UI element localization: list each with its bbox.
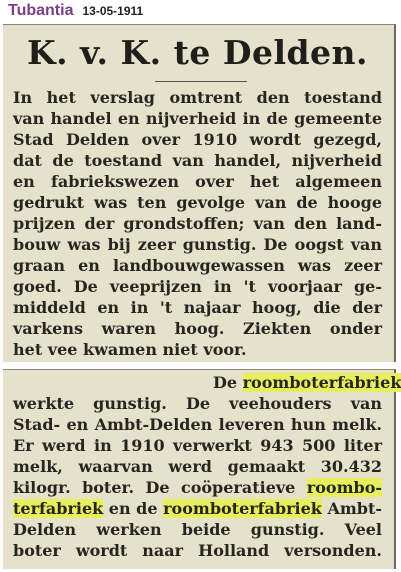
- text-line: het vee kwamen niet voor.: [13, 340, 247, 359]
- text-line: Delden werken beide gunstig. Veel: [13, 520, 382, 539]
- headline-rule: [155, 81, 247, 82]
- highlighted-term: terfabriek: [13, 499, 104, 518]
- article-headline: K. v. K. te Delden.: [26, 33, 369, 72]
- text-line: boter wordt naar Holland versonden.: [13, 541, 382, 560]
- text-line: In het verslag omtrent den toestand: [13, 88, 382, 107]
- article-clipping-top: [3, 24, 396, 362]
- text-line: goed. De veeprijzen in 't voorjaar ge-: [13, 277, 382, 296]
- text-line: Stad- en Ambt-Delden leveren hun melk.: [13, 415, 382, 434]
- highlighted-term: roomboterfabriek: [242, 373, 401, 392]
- clipping-header: [8, 2, 143, 24]
- text-line: Stad Delden over 1910 wordt gezegd,: [13, 130, 382, 149]
- text-line: prijzen der grondstoffen; van den land-: [13, 214, 382, 233]
- text-line: Er werd in 1910 verwerkt 943 500 liter: [13, 436, 382, 455]
- text-line: dat de toestand van handel, nijverheid: [13, 151, 382, 170]
- text-line: werkte gunstig. De veehouders van: [13, 394, 382, 413]
- text-line: [213, 372, 401, 394]
- text-line: varkens waren hoog. Ziekten onder: [13, 319, 382, 338]
- text-span: kilogr. boter. De coöperatieve: [13, 478, 307, 497]
- text-line: bouw was bij zeer gunstig. De oogst van: [13, 235, 382, 254]
- text-span: De: [213, 373, 243, 392]
- text-line: middeld en in 't najaar hoog, die der: [13, 298, 382, 317]
- text-line: graan en landbouwgewassen was zeer: [13, 256, 382, 275]
- text-span: Ambt-: [321, 499, 383, 518]
- text-line: melk, waarvan werd gemaakt 30.432: [13, 457, 382, 476]
- text-line: van handel en nijverheid in de gemeente: [13, 109, 382, 128]
- newspaper-name: Tubantia: [8, 2, 74, 19]
- publication-date: 13-05-1911: [82, 4, 144, 18]
- highlighted-term: roombo-: [306, 478, 382, 497]
- text-line: gedrukt was ten gevolge van de hooge: [13, 193, 382, 212]
- text-span: en de: [103, 499, 164, 518]
- article-clipping-bottom: [3, 369, 401, 569]
- text-line: en fabriekswezen over het algemeen: [13, 172, 382, 191]
- text-line: [13, 477, 382, 499]
- highlighted-term: roomboterfabriek: [163, 499, 322, 518]
- text-line: [13, 498, 382, 520]
